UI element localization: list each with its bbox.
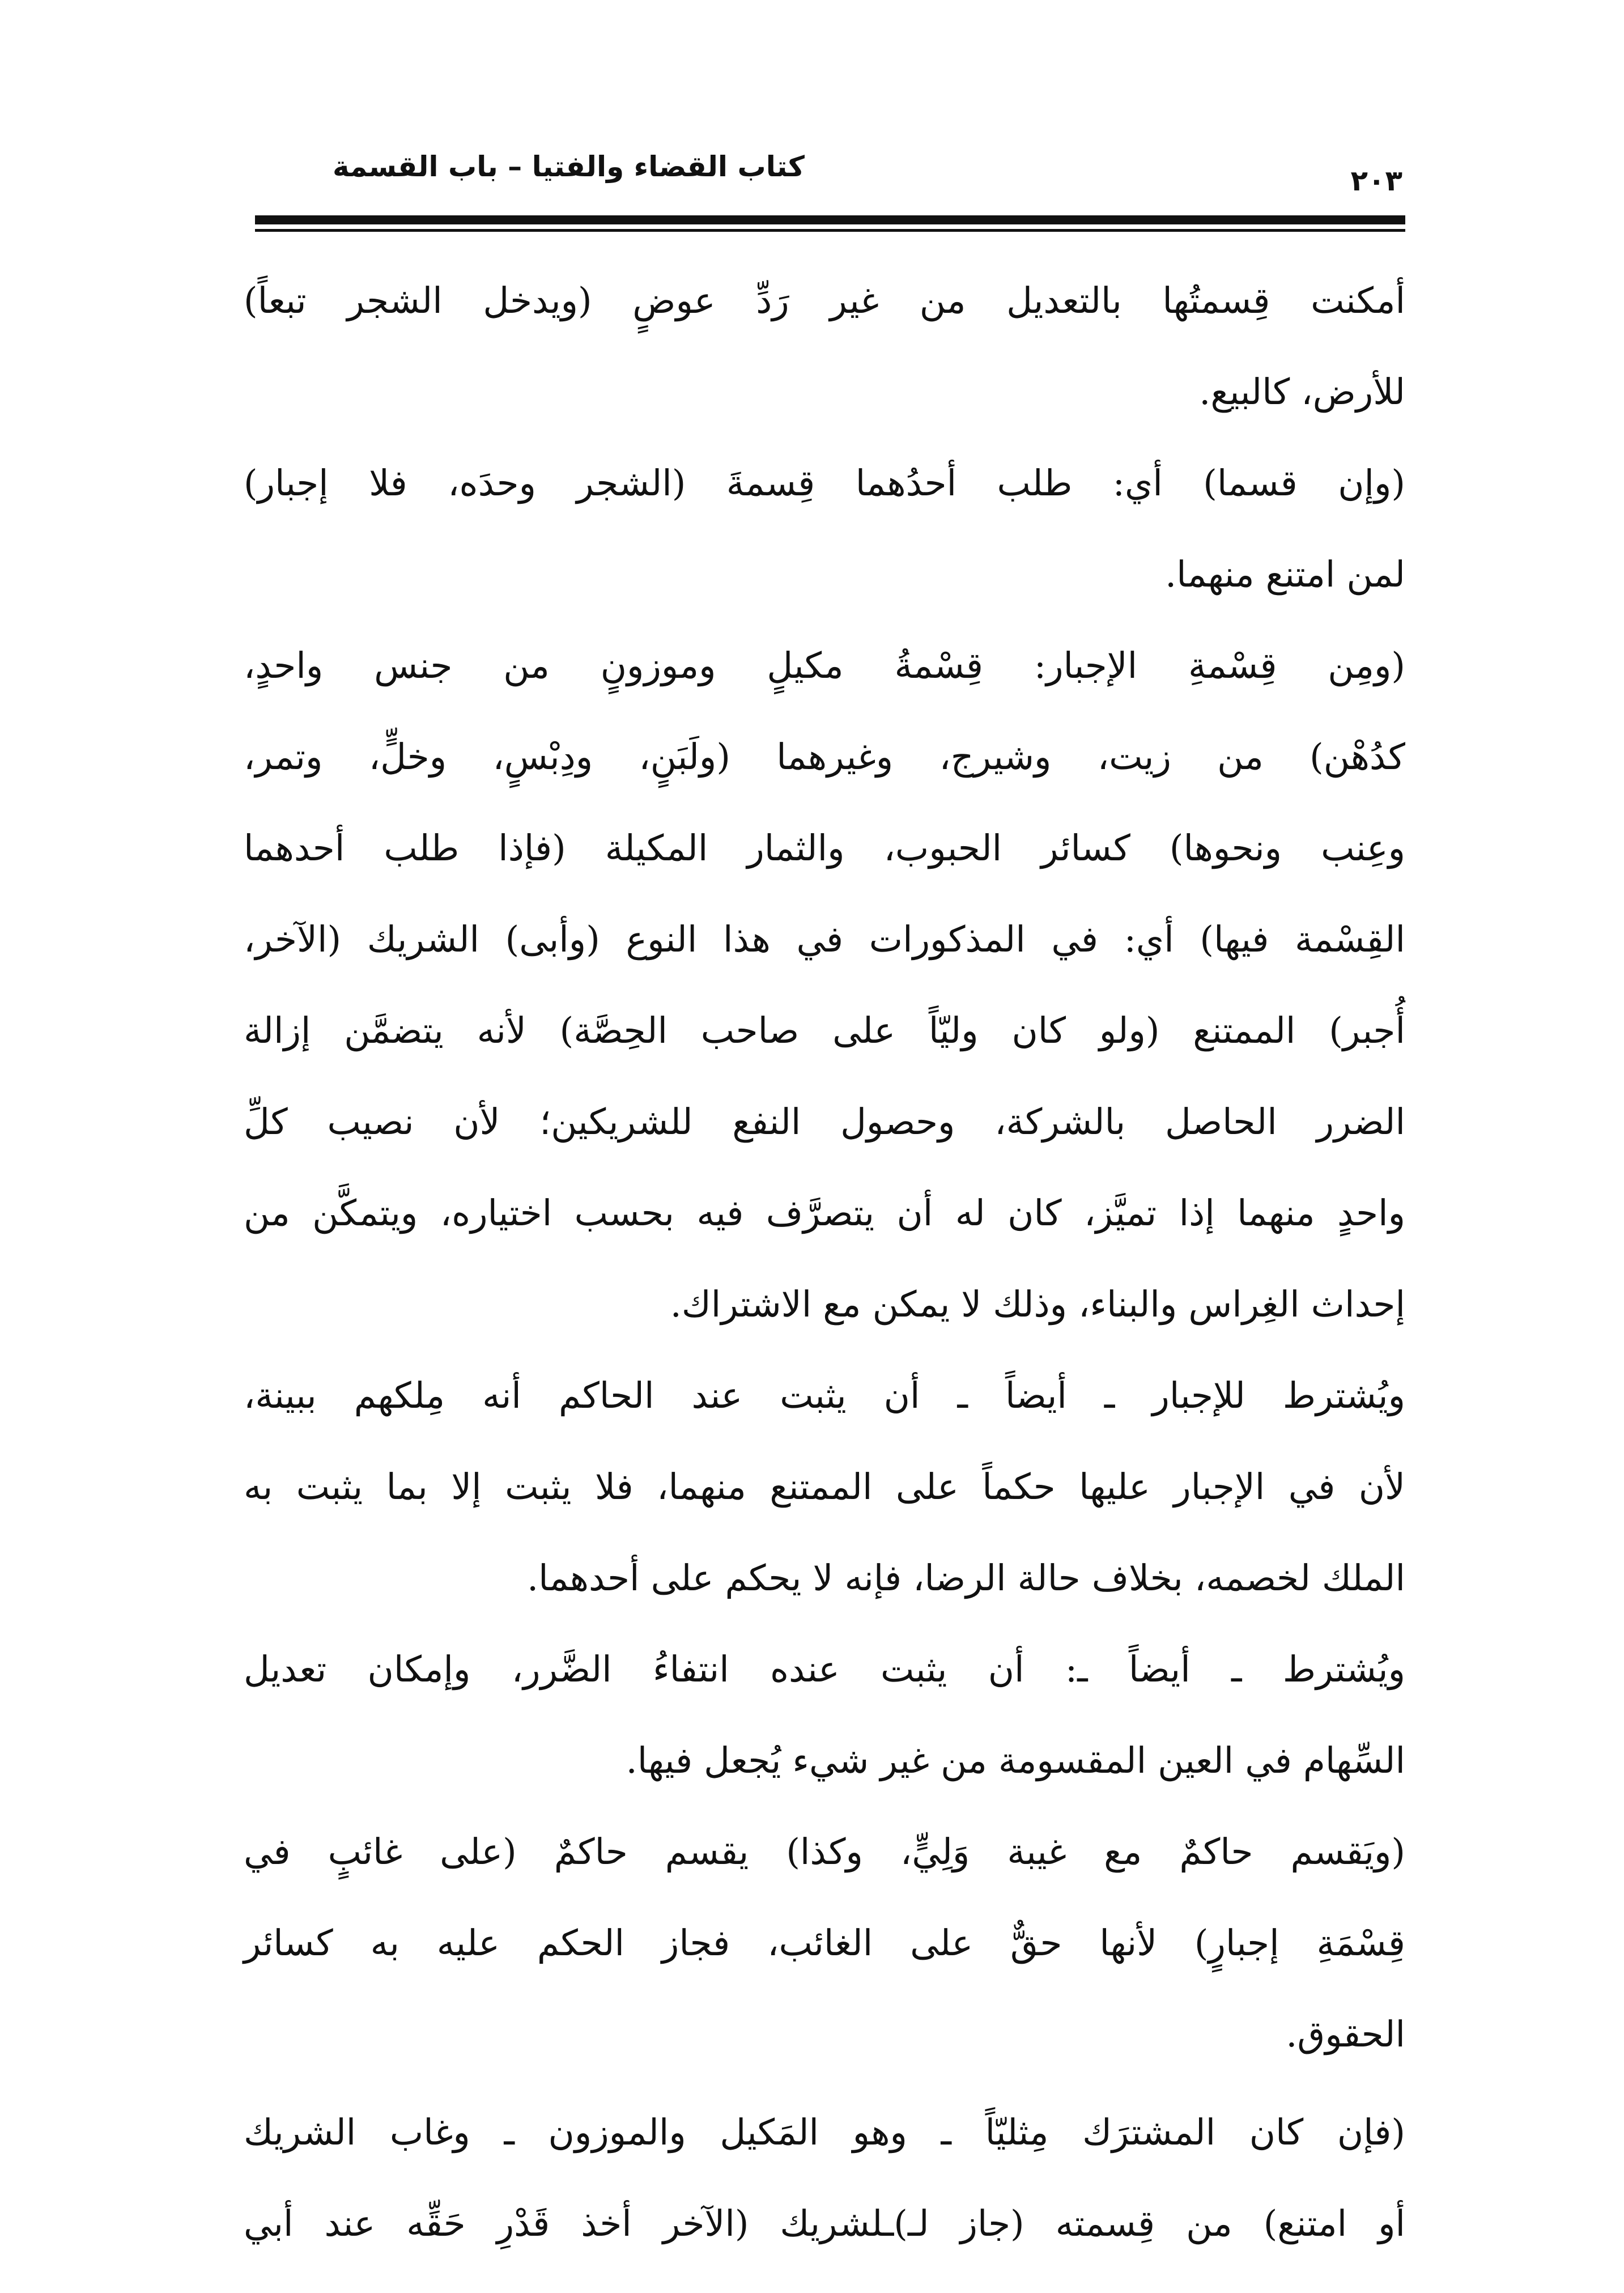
- text-line: أُجبر) الممتنع (ولو كان وليّاً على صاحب الحِصَّة) لأنه يتضمَّن إزالة: [244, 1010, 1405, 1051]
- text-line: (وإن قسما) أي: طلب أحدُهما قِسمةَ (الشجر وحدَه، فلا إجبار): [244, 462, 1405, 504]
- text-line: ويُشترط ـ أيضاً ـ: أن يثبت عنده انتفاءُ الضَّرر، وإمكان تعديل: [244, 1649, 1405, 1690]
- text-line: (ومِن قِسْمةِ الإجبار: قِسْمةُ مكيلٍ وموزونٍ من جنس واحدٍ،: [244, 645, 1405, 686]
- header-rule-thick: [255, 215, 1405, 224]
- text-line: كدُهْن) من زيت، وشيرج، وغيرهما (ولَبَنٍ، ودِبْسٍ، وخلٍّ، وتمر،: [244, 736, 1405, 778]
- text-line: الضرر الحاصل بالشركة، وحصول النفع للشريكين؛ لأن نصيب كلِّ: [244, 1101, 1405, 1143]
- text-line: (ويَقسم حاكمٌ مع غيبة وَلِيٍّ، وكذا) يقسم حاكمٌ (على غائبٍ في: [244, 1831, 1405, 1872]
- text-line: للأرض، كالبيع.: [1199, 371, 1405, 413]
- text-line: أو امتنع) من قِسمته (جاز لـ)ـلشريك (الآخر أخذ قَدْرِ حَقِّه عند أبي: [244, 2203, 1405, 2244]
- page-body: [244, 255, 1405, 2269]
- paragraph-gap: [244, 2080, 1405, 2087]
- text-line: أمكنت قِسمتُها بالتعديل من غير رَدِّ عوضٍ (ويدخل الشجر تبعاً): [244, 280, 1405, 321]
- text-line: لمن امتنع منهما.: [1165, 554, 1405, 595]
- header-rule-thin: [255, 229, 1405, 232]
- text-line: إحداث الغِراس والبناء، وذلك لا يمكن مع الاشتراك.: [670, 1284, 1405, 1325]
- text-line: قِسْمَةِ إجبارٍ) لأنها حقٌّ على الغائب، فجاز الحكم عليه به كسائر: [244, 1922, 1405, 1964]
- text-line: الملك لخصمه، بخلاف حالة الرضا، فإنه لا يحكم على أحدهما.: [527, 1557, 1405, 1599]
- text-line: ويُشترط للإجبار ـ أيضاً ـ أن يثبت عند الحاكم أنه مِلكهم ببينة،: [244, 1375, 1405, 1416]
- text-line: القِسْمة فيها) أي: في المذكورات في هذا النوع (وأبى) الشريك (الآخر،: [244, 919, 1405, 960]
- text-line: الحقوق.: [1286, 2014, 1405, 2055]
- text-line: (فإن كان المشترَك مِثليّاً ـ وهو المَكيل والموزون ـ وغاب الشريك: [244, 2112, 1405, 2153]
- text-line: لأن في الإجبار عليها حكماً على الممتنع منهما، فلا يثبت إلا بما يثبت به: [244, 1466, 1405, 1508]
- text-line: السِّهام في العين المقسومة من غير شيء يُجعل فيها.: [626, 1740, 1405, 1781]
- text-line: وعِنب ونحوها) كسائر الحبوب، والثمار المكيلة (فإذا طلب أحدهما: [244, 827, 1405, 869]
- text-line: واحدٍ منهما إذا تميَّز، كان له أن يتصرَّف فيه بحسب اختياره، ويتمكَّن من: [244, 1192, 1405, 1234]
- running-header: [255, 147, 1405, 210]
- page-number: ٢٠٣: [1350, 164, 1402, 197]
- chapter-title: كتاب القضاء والفتيا – باب القسمة: [332, 150, 805, 183]
